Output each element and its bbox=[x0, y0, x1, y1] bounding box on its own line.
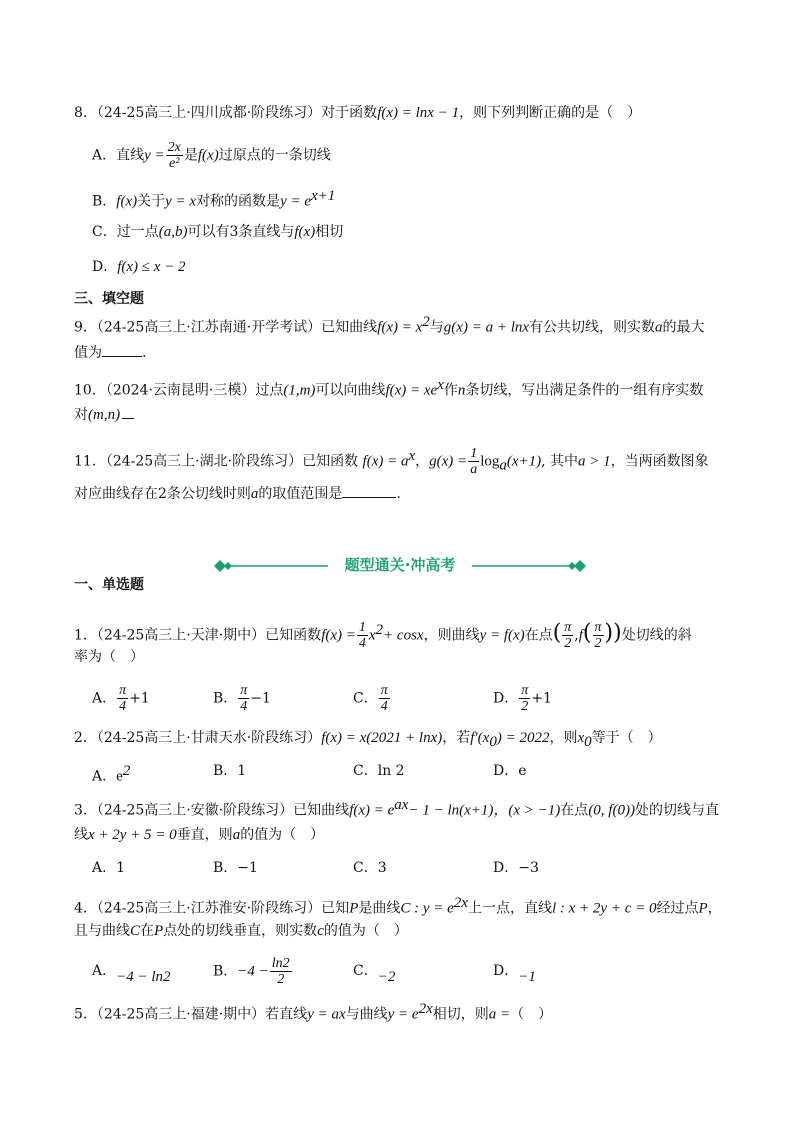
p1-stem-line2: 率为（ ） bbox=[74, 649, 144, 665]
q8-option-a[interactable]: A．直线y = $\frac{2x}{\text{e²}}$ 是f(x)过原点的一条切线 bbox=[92, 140, 331, 171]
p1-option-a[interactable]: A． $\frac{\pi}{4}$ +1 bbox=[92, 683, 150, 714]
p3-option-a[interactable]: A．1 bbox=[92, 860, 126, 876]
fraction: $\frac{\ln 2}{2}$ bbox=[271, 956, 290, 987]
q8-option-c[interactable]: C．过一点(a,b)可以有3条直线与f(x)相切 bbox=[92, 224, 344, 240]
p5-stem: 5．（24-25高三上·福建·期中）若直线y = ax与曲线$y = e^{2x}$相切，则a =（ ） bbox=[74, 1001, 553, 1023]
fraction: $\frac{\pi}{4}$ bbox=[240, 683, 248, 714]
fraction: $\frac{2x}{\text{e²}}$ bbox=[167, 140, 181, 171]
p3-option-c[interactable]: C．3 bbox=[353, 860, 387, 876]
p1-option-b[interactable]: B． $\frac{\pi}{4}$ −1 bbox=[213, 683, 271, 714]
fraction: $\frac{\pi}{2}$ bbox=[521, 683, 529, 714]
fraction: $\frac{\pi}{4}$ bbox=[119, 683, 127, 714]
q9-stem: 9．（24-25高三上·江苏南通·开学考试）已知曲线$f(x) = x^2$与g(x) = a + lnx有公共切线，则实数a的最大 bbox=[74, 314, 705, 336]
q8-option-b[interactable]: B．f(x)关于y = x对称的函数是$y = e^{x+1}$ bbox=[92, 188, 336, 210]
p1-option-c[interactable]: C． $\frac{\pi}{4}$ bbox=[353, 683, 388, 714]
q8-option-d[interactable]: D．f(x) ≤ x − 2 bbox=[92, 259, 186, 275]
p2-option-b[interactable]: B．1 bbox=[213, 763, 247, 779]
p2-option-d[interactable]: D．e bbox=[493, 763, 527, 779]
p2-option-a[interactable]: A．$e^2$ bbox=[92, 763, 131, 785]
q8-stem: 8．（24-25高三上·四川成都·阶段练习）对于函数f(x) = lnx − 1，则下列判断正确的是（ ） bbox=[74, 105, 642, 121]
p4-option-c[interactable]: C．−2 bbox=[353, 963, 396, 985]
banner-title: 题型通关·冲高考 bbox=[344, 556, 456, 574]
p4-stem-line2: 且与曲线C在P点处的切线垂直，则实数c的值为（ ） bbox=[74, 923, 408, 939]
p2-stem: 2．（24-25高三上·甘肃天水·阶段练习）f(x) = x(2021 + lnx)，若$f'(x_0) = 2022$，则$x_0$等于（ ） bbox=[74, 730, 662, 750]
q10-stem: 10．（2024·云南昆明·三模）过点(1,m)可以向曲线$f(x) = xe^x$作n条切线，写出满足条件的一组有序实数 bbox=[74, 377, 704, 399]
p3-stem-line2: 线x + 2y + 5 = 0垂直，则a的值为（ ） bbox=[74, 827, 325, 843]
fraction: $\frac{1}{a}$ bbox=[470, 446, 478, 477]
answer-blank[interactable] bbox=[102, 342, 142, 357]
q9-stem-line2: 值为 . bbox=[74, 342, 146, 362]
q10-stem-line2: 对(m,n) bbox=[74, 404, 134, 424]
p2-option-c[interactable]: C．ln 2 bbox=[353, 763, 405, 779]
diamond-icon bbox=[568, 562, 576, 570]
p4-stem: 4．（24-25高三上·江苏淮安·阶段练习）已知P是曲线C : $y = e^{2x}$上一点，直线l : x + 2y + c = 0经过点P， bbox=[74, 895, 722, 917]
section-heading-single-choice: 一、单选题 bbox=[74, 577, 144, 593]
fraction: $\frac{\pi}{4}$ bbox=[380, 683, 388, 714]
fraction: $\frac{1}{4}$ bbox=[358, 620, 366, 651]
p4-option-a[interactable]: A．−4 − ln2 bbox=[92, 963, 171, 985]
q11-stem: 11．（24-25高三上·湖北·阶段练习）已知函数 $f(x) = a^x$，g(x) = $\frac{1}{a}$ $\log_a(x+1)$, 其中a > 1，当两函数图象 bbox=[74, 446, 709, 477]
fraction: $\frac{\pi}{2}$ bbox=[594, 620, 602, 651]
p3-option-d[interactable]: D．−3 bbox=[493, 860, 539, 876]
answer-blank[interactable] bbox=[122, 404, 134, 419]
p4-option-b[interactable]: B．−4 − $\frac{\ln 2}{2}$ bbox=[213, 956, 290, 987]
p3-option-b[interactable]: B．−1 bbox=[213, 860, 258, 876]
answer-blank[interactable] bbox=[342, 483, 396, 498]
section-heading-fill-in: 三、填空题 bbox=[74, 291, 144, 307]
p1-stem: 1．（24-25高三上·天津·期中）已知函数f(x) = $\frac{1}{4}$ $x^2+ \cos x$，则曲线y = f(x)在点( $\frac{\pi}{2}$ ,f( $\frac{\pi}{2}$ ))处切线的斜 bbox=[74, 620, 692, 651]
p4-option-d[interactable]: D．−1 bbox=[493, 963, 536, 985]
q11-stem-line2: 对应曲线存在2条公切线时则a的取值范围是 . bbox=[74, 483, 401, 503]
diamond-icon bbox=[224, 562, 232, 570]
p3-stem: 3．（24-25高三上·安徽·阶段练习）已知曲线$f(x) = e^{ax}- 1 - \ln(x+1)$，(x > −1)在点(0, f(0))处的切线与直 bbox=[74, 797, 719, 819]
p1-option-d[interactable]: D． $\frac{\pi}{2}$ +1 bbox=[493, 683, 552, 714]
fraction: $\frac{\pi}{2}$ bbox=[564, 620, 572, 651]
